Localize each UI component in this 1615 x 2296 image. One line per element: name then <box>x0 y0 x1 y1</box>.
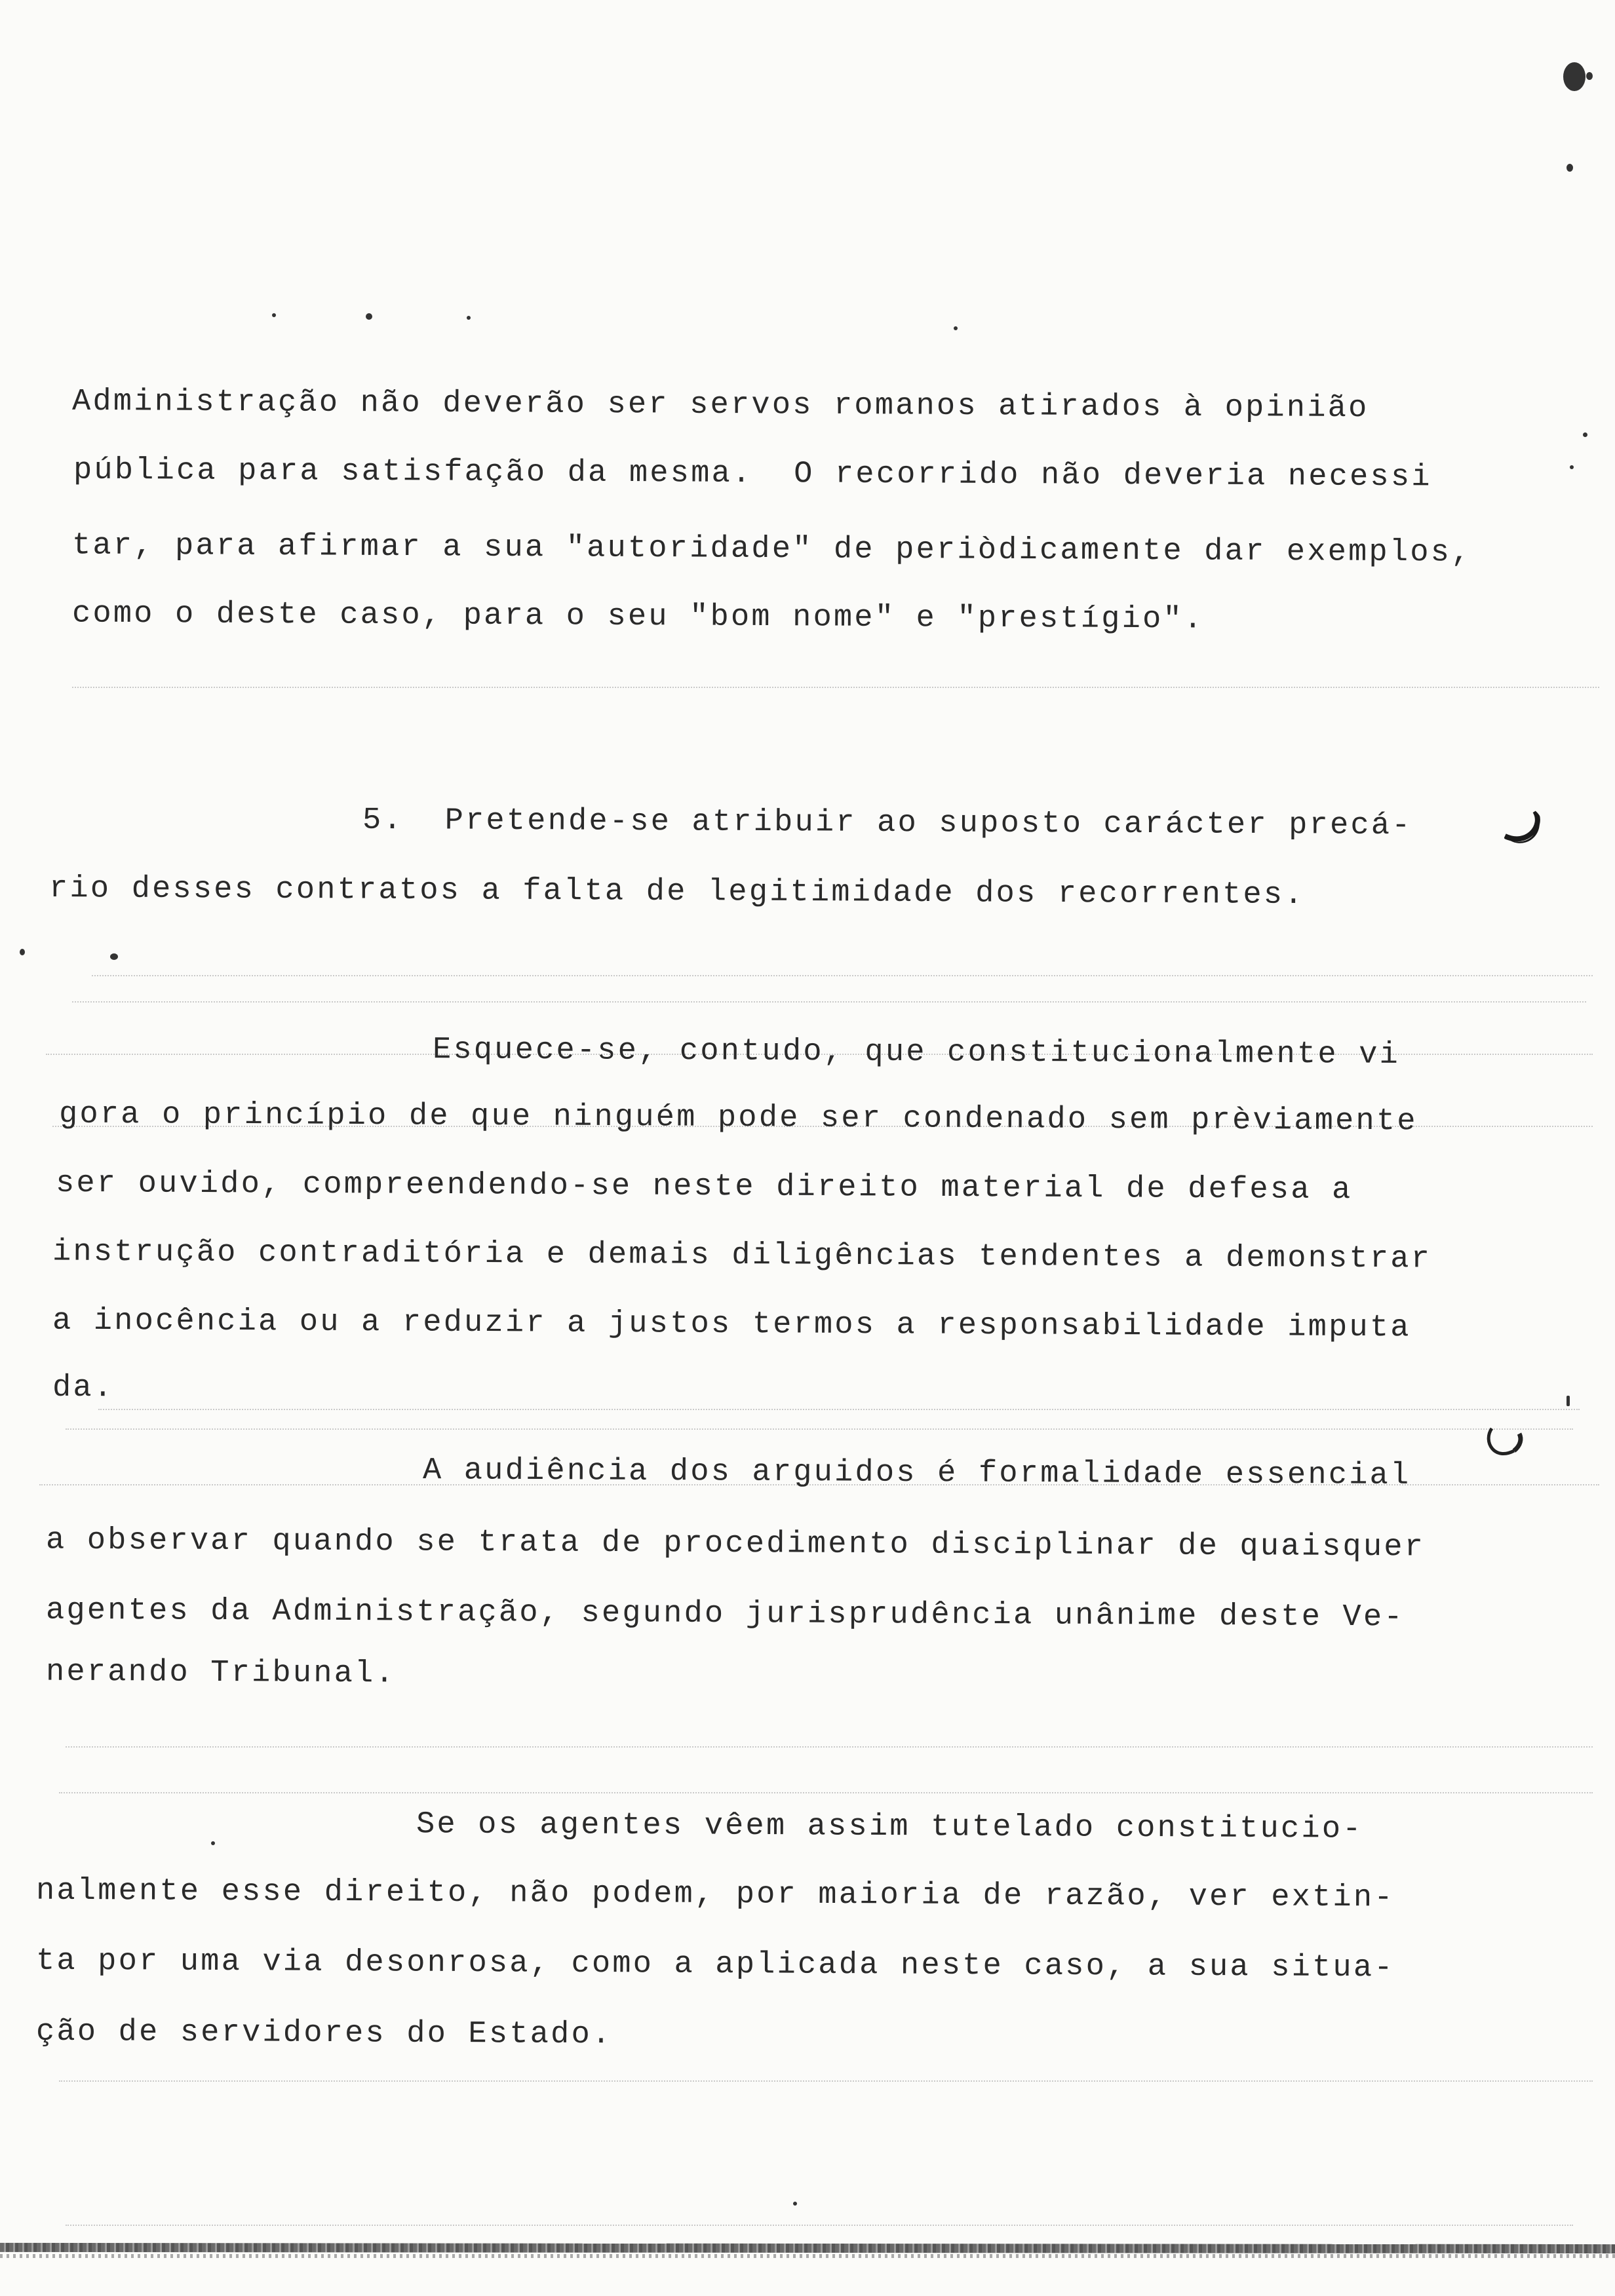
punch-hole-mark <box>1483 1422 1525 1464</box>
scan-noise <box>72 687 1599 688</box>
text-line: rio desses contratos a falta de legitimidade dos recorrentes. <box>49 871 1305 913</box>
text-line: nerando Tribunal. <box>45 1655 397 1692</box>
scan-noise <box>66 1428 1573 1430</box>
scan-noise <box>59 1792 1593 1793</box>
text-line: a observar quando se trata de procedimento disciplinar de quaisquer <box>45 1523 1426 1565</box>
scan-speck <box>1586 72 1593 80</box>
text-line: gora o princípio de que ninguém pode ser condenado sem prèviamente <box>58 1097 1418 1139</box>
text-line: Administração não deverão ser servos romanos atirados à opinião <box>71 384 1369 427</box>
text-line: como o deste caso, para o seu "bom nome" e "prestígio". <box>71 596 1205 638</box>
scan-speck <box>366 313 372 320</box>
scan-speck <box>1570 465 1574 469</box>
scanner-edge <box>0 2254 1615 2258</box>
text-line: agentes da Administração, segundo jurisprudência unânime deste Ve- <box>45 1593 1405 1636</box>
text-line: A audiência dos arguidos é formalidade essencial <box>422 1453 1411 1493</box>
text-line: da. <box>52 1370 115 1406</box>
scan-speck <box>467 316 471 320</box>
scanner-edge <box>0 2243 1615 2253</box>
scan-speck <box>954 326 958 330</box>
scan-noise <box>72 1001 1586 1003</box>
text-line: Se os agentes vêem assim tutelado constitucio- <box>416 1807 1363 1847</box>
scan-speck <box>793 2202 797 2206</box>
text-line: instrução contraditória e demais diligências tendentes a demonstrar <box>52 1234 1432 1277</box>
scan-noise <box>66 2225 1573 2226</box>
scan-speck <box>110 953 118 960</box>
text-line: ta por uma via desonrosa, como a aplicada neste caso, a sua situa- <box>35 1943 1395 1986</box>
text-line: Esquece-se, contudo, que constitucionalmente vi <box>432 1033 1401 1073</box>
scan-speck <box>1583 432 1587 437</box>
scan-noise <box>98 1409 1580 1410</box>
scan-speck <box>272 313 276 317</box>
text-line: ser ouvido, compreendendo-se neste direito material de defesa a <box>55 1166 1353 1208</box>
text-line: a inocência ou a reduzir a justos termos a responsabilidade imputa <box>52 1303 1411 1346</box>
scan-speck <box>20 949 25 955</box>
text-line: nalmente esse direito, não podem, por maioria de razão, ver extin- <box>35 1873 1395 1916</box>
scan-speck <box>1563 62 1586 91</box>
text-line: tar, para afirmar a sua "autoridade" de periòdicamente dar exemplos, <box>71 528 1472 571</box>
scan-noise <box>92 975 1593 976</box>
scan-speck <box>1566 164 1573 172</box>
scan-noise <box>66 1746 1593 1748</box>
text-line: ção de servidores do Estado. <box>35 2014 613 2053</box>
text-line: 5. Pretende-se atribuir ao suposto carácter precá- <box>362 803 1412 844</box>
scan-speck <box>211 1841 215 1845</box>
text-line: pública para satisfação da mesma. O recorrido não deveria necessi <box>73 453 1432 495</box>
scan-speck <box>1566 1396 1570 1406</box>
scan-noise <box>59 2080 1593 2082</box>
punch-hole-mark <box>1501 806 1543 848</box>
